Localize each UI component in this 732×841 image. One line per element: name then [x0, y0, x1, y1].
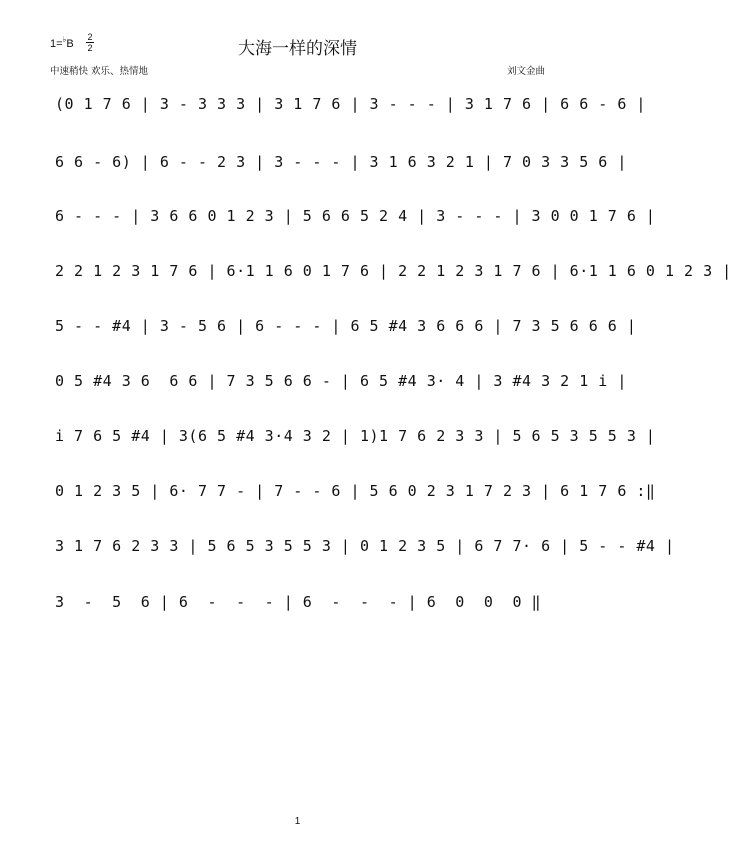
- page-number: 1: [294, 816, 301, 827]
- key-note: B: [66, 38, 74, 50]
- composer: 刘文金曲: [506, 66, 545, 77]
- score-line-1: (0 1 7 6 | 3 - 3 3 3 | 3 1 7 6 | 3 - - - | 3 1 7 6 | 6 6 - 6 |: [55, 95, 646, 113]
- score-line-4: 2 2 1 2 3 1 7 6 | 6·1 1 6 0 1 7 6 | 2 2 1 2 3 1 7 6 | 6·1 1 6 0 1 2 3 |: [55, 262, 732, 280]
- key-prefix: 1=: [50, 38, 63, 50]
- score-line-8: 0 1 2 3 5 | 6· 7 7 - | 7 - - 6 | 5 6 0 2 3 1 7 2 3 | 6 1 7 6 :‖: [55, 482, 656, 500]
- score-line-7: i 7 6 5 #4 | 3(6 5 #4 3·4 3 2 | 1)1 7 6 2 3 3 | 5 6 5 3 5 5 3 |: [55, 427, 656, 445]
- score-line-3: 6 - - - | 3 6 6 0 1 2 3 | 5 6 6 5 2 4 | 3 - - - | 3 0 0 1 7 6 |: [55, 207, 656, 225]
- tempo-marking: 中速稍快 欢乐、热情地: [50, 66, 149, 77]
- time-top: 2: [87, 32, 93, 42]
- time-bottom: 2: [87, 43, 93, 53]
- score-line-6: 0 5 #4 3 6 6 6 | 7 3 5 6 6 - | 6 5 #4 3· 4 | 3 #4 3 2 1 i |: [55, 372, 627, 390]
- score-line-10: 3 - 5 6 | 6 - - - | 6 - - - | 6 0 0 0 ‖: [55, 593, 542, 611]
- score-line-5: 5 - - #4 | 3 - 5 6 | 6 - - - | 6 5 #4 3 6 6 6 | 7 3 5 6 6 6 |: [55, 317, 637, 335]
- score-line-2: 6 6 - 6) | 6 - - 2 3 | 3 - - - | 3 1 6 3 2 1 | 7 0 3 3 5 6 |: [55, 153, 627, 171]
- song-title: 大海一样的深情: [238, 39, 357, 59]
- score-line-9: 3 1 7 6 2 3 3 | 5 6 5 3 5 5 3 | 0 1 2 3 5 | 6 7 7· 6 | 5 - - #4 |: [55, 537, 675, 555]
- key-flat: ♭: [62, 35, 67, 44]
